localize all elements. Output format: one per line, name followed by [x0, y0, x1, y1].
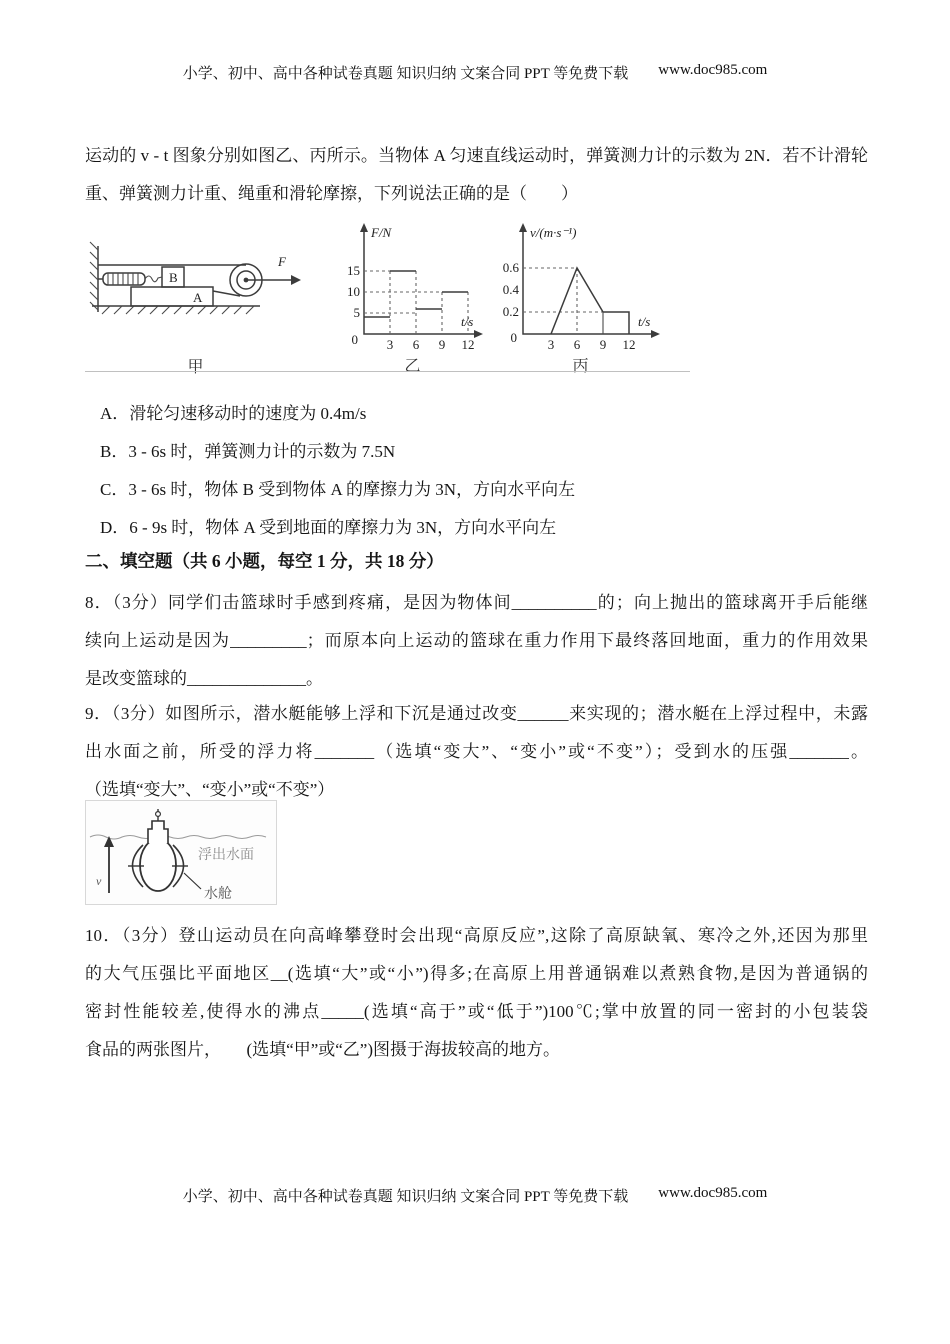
figure-jia — [88, 236, 303, 376]
ground-hatch-icon — [102, 306, 254, 314]
page-header — [0, 62, 950, 83]
question7-intro-line: 重、弹簧测力计重、绳重和滑轮摩擦，下列说法正确的是（ ） — [85, 184, 578, 203]
conning-tower-icon — [148, 821, 168, 843]
chart-bing-origin: 0 — [510, 330, 517, 345]
v-arrow-label: v — [96, 874, 102, 888]
question10 — [85, 917, 868, 1069]
option-c: C．3 - 6s 时，物体 B 受到物体 A 的摩擦力为 3N，方向水平向左 — [100, 480, 576, 499]
chart-bing-data-line — [551, 268, 629, 334]
chart-yi-vgrid — [390, 271, 468, 334]
chart-bing-xtick: 6 — [573, 337, 581, 352]
chart-bing-ytick: 0.6 — [502, 260, 519, 275]
chart-yi-ytick: 10 — [347, 284, 360, 299]
question9-line: 9．（3分）如图所示，潜水艇能够上浮和下沉是通过改变______来实现的；潜水艇在上浮过程中，未露 — [85, 704, 868, 723]
tank-pointer-line — [184, 873, 201, 889]
question9 — [85, 695, 868, 809]
wall-hatch-icon — [90, 242, 98, 310]
header-tagline: 小学、初中、高中各种试卷真题 知识归纳 文案合同 PPT 等免费下载 — [182, 66, 629, 82]
block-b-label: B — [169, 270, 178, 285]
question8-line: 续向上运动是因为_________；而原本向上运动的篮球在重力作用下最终落回地面，重力的作用效果 — [85, 631, 868, 650]
spring-coil-lines — [108, 273, 138, 285]
chart-bing-xtick: 12 — [622, 337, 636, 352]
chart-bing-xtick: 3 — [547, 337, 555, 352]
option-b: B．3 - 6s 时，弹簧测力计的示数为 7.5N — [100, 442, 396, 461]
chart-bing-xaxis-arrow-icon — [651, 330, 660, 338]
question9-line: （选填“变大”、“变小”或“不变”） — [85, 780, 335, 799]
chart-yi-xlabel: t/s — [461, 314, 474, 329]
chart-bing-xtick: 9 — [599, 337, 607, 352]
footer-site-url: www.doc985.com — [658, 1185, 768, 1201]
footer-tagline: 小学、初中、高中各种试卷真题 知识归纳 文案合同 PPT 等免费下载 — [182, 1189, 629, 1205]
question9-line: 出水面之前，所受的浮力将_______（选填“变大”、“变小”或“不变”）；受到水的压强_______。 — [85, 742, 868, 761]
question10-line: 密封性能较差,使得水的沸点_____(选填“高于”或“低于”)100℃;掌中放置的同一密封的小包装袋 — [85, 1002, 868, 1021]
tank-label: 水舱 — [204, 887, 232, 902]
section2-heading: 二、填空题（共 6 小题，每空 1 分，共 18 分） — [85, 551, 444, 571]
chart-bing-ytick: 0.2 — [502, 304, 519, 319]
chart-yi-axes — [364, 230, 476, 334]
chart-yi-hgrid — [364, 271, 442, 313]
option-d: D．6 - 9s 时，物体 A 受到地面的摩擦力为 3N，方向水平向左 — [100, 518, 557, 537]
chart-bing-xlabel: t/s — [638, 314, 651, 329]
question10-line: 食品的两张图片， (选填“甲”或“乙”)图摄于海拔较高的地方。 — [85, 1040, 561, 1059]
chart-yi-xaxis-arrow-icon — [474, 330, 483, 338]
chart-yi-yaxis-arrow-icon — [360, 223, 368, 232]
figure-yi-chart — [340, 222, 485, 375]
chart-bing-yaxis-arrow-icon — [519, 223, 527, 232]
figure-bing-chart — [493, 222, 668, 375]
chart-bing-ytick: 0.4 — [502, 282, 519, 297]
chart-yi-ytick: 5 — [353, 305, 360, 320]
spring-dynamometer-icon — [103, 273, 145, 285]
spring-hook-icon — [145, 276, 162, 282]
chart-bing-axes — [523, 230, 653, 334]
chart-yi-xtick: 3 — [386, 337, 394, 352]
chart-yi-xtick: 12 — [461, 337, 475, 352]
chart-yi-origin: 0 — [351, 332, 358, 347]
question7-intro-line: 运动的 v - t 图象分别如图乙、丙所示。当物体 A 匀速直线运动时，弹簧测力计的示数为 2N．若不计滑轮 — [85, 146, 868, 165]
force-arrowhead-icon — [291, 275, 301, 285]
chart-yi-ytick: 15 — [347, 263, 360, 278]
chart-yi-xtick: 6 — [412, 337, 420, 352]
mast-light-icon — [156, 812, 161, 817]
question7-intro — [85, 137, 868, 213]
block-a-label: A — [193, 290, 203, 305]
pulley-apparatus-figure — [88, 236, 303, 334]
figure-bing-caption: 丙 — [572, 358, 589, 375]
velocity-time-chart — [493, 222, 668, 357]
surface-label: 浮出水面 — [198, 848, 254, 863]
chart-yi-ylabel: F/N — [371, 225, 392, 240]
submarine-figure — [85, 800, 277, 905]
force-label: F — [278, 254, 286, 269]
chart-yi-xtick: 9 — [438, 337, 446, 352]
figure-jia-caption: 甲 — [187, 359, 204, 376]
v-arrowhead-icon — [104, 836, 114, 847]
question8-line: 8．（3分）同学们击篮球时手感到疼痛，是因为物体间__________的；向上抛出的篮球离开手后能继 — [85, 593, 868, 612]
page-footer — [0, 1185, 950, 1206]
question8 — [85, 584, 868, 698]
question8-line: 是改变篮球的______________。 — [85, 669, 323, 688]
figure-yi-caption: 乙 — [404, 358, 421, 375]
water-surface-line — [90, 835, 266, 839]
pulley-axle-icon — [244, 278, 249, 283]
question10-line: 10．（3分）登山运动员在向高峰攀登时会出现“高原反应”,这除了高原缺氧、寒冷之外,还因为那里 — [85, 926, 868, 945]
question7-figures — [85, 222, 695, 387]
submarine-hull-icon — [140, 839, 176, 891]
chart-bing-grid — [523, 268, 603, 334]
option-a: A．滑轮匀速移动时的速度为 0.4m/s — [100, 404, 367, 423]
submarine-diagram — [86, 801, 276, 904]
question10-line: 的大气压强比平面地区__(选填“大”或“小”)得多;在高原上用普通锅难以煮熟食物,是因为普通锅的 — [85, 964, 868, 983]
question7-options — [100, 395, 868, 547]
force-time-chart — [340, 222, 485, 357]
chart-bing-ylabel: v/(m·s⁻¹) — [530, 225, 577, 240]
figure-block-bottom-edge — [85, 371, 690, 372]
header-site-url: www.doc985.com — [658, 62, 768, 78]
